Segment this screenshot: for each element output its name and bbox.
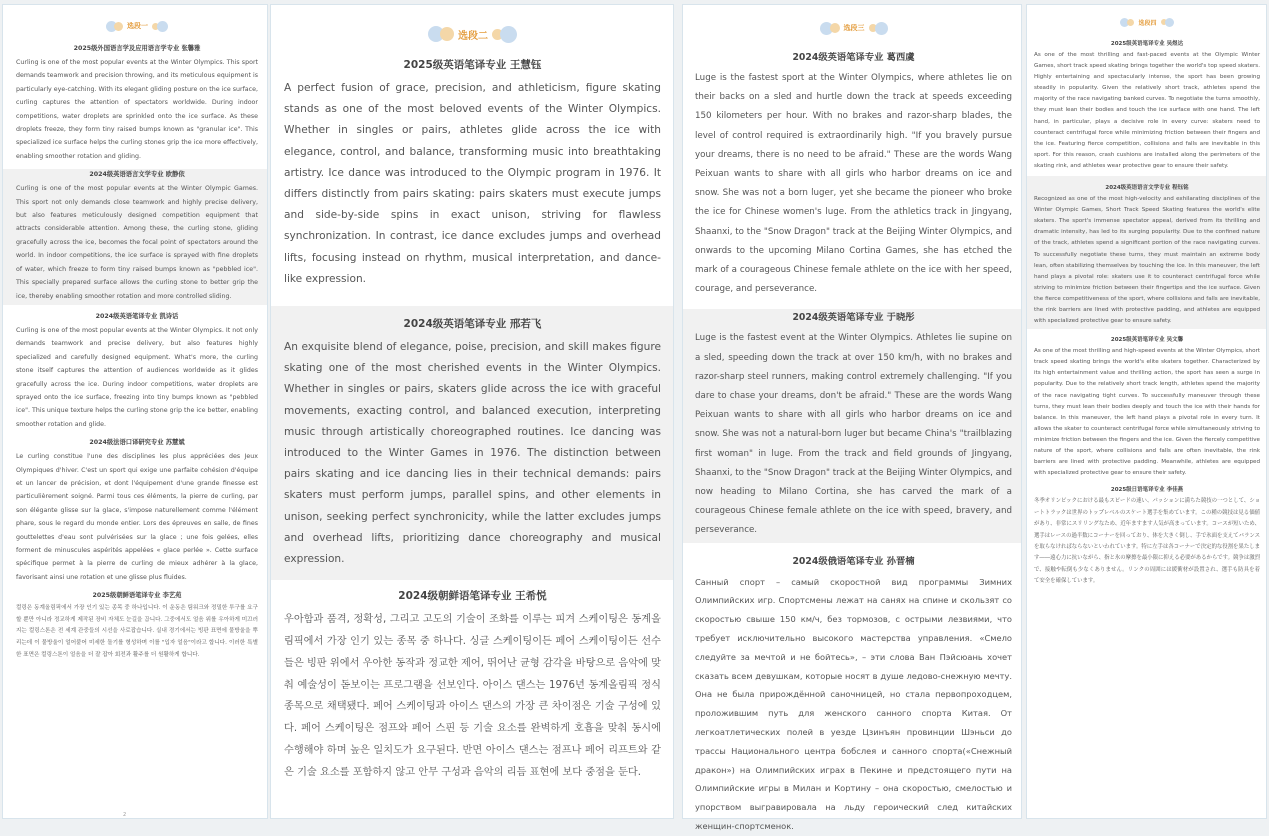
translation-panel-1: [2, 4, 268, 819]
decor-circle-icon: [875, 22, 888, 35]
translation-text: A perfect fusion of grace, precision, and athleticism, figure skating stands as one of the most beloved events of the Winter Olympics. Whether in singles or pairs, athletes glide across the ice with elegance, control, and balance, transforming music into breathtaking artistry. Ice dance was introduced to the Olympic program in 1976. It differs distinctly from pairs skating: pairs skaters must execute jumps and side-by-side spins in exact unison, striving for flawless synchronization. In contrast, ice dance excludes jumps and overhead lifts, focusing instead on rhythm, musical interpretation, and dance-like expression.: [284, 82, 661, 285]
translation-entry: [695, 49, 1012, 299]
translation-text: As one of the most thrilling and fast-paced events at the Olympic Winter Games, short track speed skating brings together the world's top speed skaters. Highly entertaining and spectacularly intense, the sport has been growing steadily in popularity. Given the relatively short track, athletes spend the majority of the race navigating banked curves. To negotiate the turns smoothly, they must lean their bodies and touch the ice surface with one hand. The left hand, in particular, plays a decisive role in every curve: skaters need to counteract centrifugal force while minimizing friction between their fingers and the ice. Featuring fierce competition, collisions and falls are inevitable in this sport. For this reason, crash cushions are installed along the perimeters of the skating rink, and athletes wear protective gear to ensure their safety.: [1034, 52, 1260, 169]
translator-heading: 2024级英语笔译专业 凯诗话: [95, 312, 179, 320]
translation-entry: [271, 306, 673, 580]
panel-label: 选段一: [127, 22, 148, 30]
translation-text: As one of the most thrilling and high-speed events at the Winter Olympics, short track speed skating brings the world's elite skaters together. Characterized by its high entertainment value and thrilling action, the sport has seen a surge in popularity. Due to the relatively short track length, athletes spend the majority of the race navigating tight curves. To successfully maneuver through these turns, they must lean their bodies deeply and touch the ice with their hands for balance. In this maneuver, the left hand plays a pivotal role in every turn. It allows the skater to counteract centrifugal force while simultaneously striving to minimize friction between the fingers and the ice. Given the fiercely competitive nature of the sport, where collisions and falls are often inevitable, the rink barriers are lined with protective padding. Meanwhile, athletes are equipped with specialized protective gear to ensure their safety.: [1034, 348, 1260, 477]
translation-entry: [1034, 335, 1260, 479]
translator-heading: 2025级英语笔译专业 吴煜达: [1110, 41, 1184, 47]
panel-header: [16, 15, 258, 37]
translation-text: Luge is the fastest sport at the Winter Olympics, where athletes lie on their backs on a sled and hurtle down the track at speeds exceeding 150 kilometers per hour. With no brakes and razor-sharp blades, the level of control required is extraordinarily high. "If you bravely pursue your dreams, there is no need to be afraid." These are the words Wang Peixuan wants to share with all girls who harbor dreams on ice and snow. She was not a born luger, yet she became the pioneer who broke the ice for Chinese women's luge. From the athletics track in Jingyang, Shaanxi, to the "Snow Dragon" track at the Beijing Winter Olympics, and onwards to the upcoming Milano Cortina Games, she has etched the mark of a courageous Chinese female athlete on the ice with her speed, courage, and perseverance.: [695, 73, 1012, 295]
translation-entry: [284, 57, 661, 290]
translation-entry: [683, 309, 1021, 542]
panel-label: 选段二: [458, 30, 488, 42]
translation-entry: [16, 311, 258, 431]
translation-text: Санный спорт – самый скоростной вид программы Зимних Олимпийских игр. Спортсмены лежат на санях на спине и скользят со скоростью свыше 150 км/ч, без тормозов, с острыми лезвиями, что требует исключительно высокого мастерства управления. «Смело следуйте за мечтой и не бойтесь», – эти слова Ван Пэйсюань хочет сказать всем девушкам, которые носят в душе ледово-снежную мечту. Она не была прирождённой саночницей, но стала первопроходцем, проложившим путь для женского санного спорта Китая. От легкоатлетических полей в уезде Цзинъян провинции Шэньси до трассы Национального центра бобслея и санного спорта(«Снежный дракон») на Олимпийских играх в Пекине и предстоящего пути на Олимпийские игры в Милан и Кортину – она скоростью, смелостью и упорством выгравировала на льду героический след китайских женщин-спортсменок.: [695, 576, 1012, 832]
translation-entry: [16, 43, 258, 163]
panel-label: 选段四: [1138, 19, 1157, 27]
decor-circle-icon: [157, 21, 168, 32]
translator-heading: 2024级英语语言文学专业 欧静依: [89, 171, 185, 179]
translator-heading: 2024级英语笔译专业 葛西虞: [792, 52, 915, 63]
translation-text: 冬季オリンピックにおける最もスピードの速い、パッションに満ちた競技の一つとして、ショートトラックは世界のトップレベルのスケート選手を集めています。この種の競技は見る価値があり、非常にスリリングなため、近年ますます人気が高まっています。コースが短いため、選手はレースの過半数にコーナーを回っており、体を大きく倒し、手で氷面を支えてバランスを取らなければならないといわれています。特に左手は各コーナーで決定的な役割を果たします――遠心力に抗いながら、指と氷の摩擦を最小限に抑える必要があるからです。競争は激烈で、接触や転倒も少なくありません。リンクの周囲には緩衝材が設置され、選手も防具を着て安全を確保しています。: [1034, 498, 1260, 585]
translation-entry: [284, 588, 661, 783]
panel-header: [695, 17, 1012, 39]
translation-panel-3: [682, 4, 1022, 832]
translator-heading: 2025级外国语言学及应用语言学专业 张馨雅: [73, 45, 201, 52]
panel-header: [284, 19, 661, 49]
decor-circle-icon: [440, 27, 454, 41]
translation-text: 우아함과 품격, 정확성, 그리고 고도의 기술이 조화를 이루는 피겨 스케이팅은 동계올림픽에서 가장 인기 있는 종목 중 하나다. 싱글 스케이팅이든 페어 스케이팅이든 선수들은 빙판 위에서 우아한 동작과 정교한 제어, 뛰어난 균형 감각을 바탕으로 음악에 맞춰 예술성이 돋보이는 프로그램을 선보인다. 아이스 댄스는 1976년 동계올림픽 정식 종목으로 채택됐다. 페어 스케이팅과 아이스 댄스의 가장 큰 차이점은 기술 구성에 있다. 페어 스케이팅은 점프와 페어 스핀 등 기술 요소를 완벽하게 호흡을 맞춰 동시에 수행해야 하며 높은 일치도가 요구된다. 반면 아이스 댄스는 점프나 페어 리프트와 같은 기술 요소를 포함하지 않고 안무 구성과 음악의 리듬 표현에 보다 중점을 둔다.: [284, 614, 661, 778]
translation-entry: [16, 590, 258, 661]
panel-label: 选段三: [843, 24, 865, 32]
translation-entry: [695, 553, 1012, 836]
decor-circle-icon: [1165, 18, 1174, 27]
translation-entry: [3, 169, 267, 305]
translator-heading: 2025级日语笔译专业 李佳燕: [1110, 487, 1184, 494]
decor-circle-icon: [1127, 19, 1134, 26]
page-number: 2: [123, 812, 127, 818]
translation-panel-2: [270, 4, 674, 819]
translation-panel-4: [1026, 4, 1267, 819]
translation-entry: [1034, 485, 1260, 587]
translator-heading: 2025级朝鲜语笔译专业 李艺苑: [92, 592, 182, 600]
translation-text: Luge is the fastest event at the Winter Olympics. Athletes lie supine on a sled, speeding down the track at over 150 km/h, with no brakes and razor-sharp steel runners, making control extremely challenging. "If you dare to chase your dreams, don't be afraid." These are the words Wang Peixuan wants to share with all girls who harbor dreams on ice and snow. She was not a natural-born luger but became China's "trailblazing first woman" in luge. From the track and field grounds of Jingyang, Shaanxi, to the "Snow Dragon" track at the Beijing Winter Olympics, and now heading to Milano Cortina, she has carved the mark of a courageous Chinese female athlete on the ice with speed, bravery, and perseverance.: [695, 333, 1012, 536]
translation-entry: [16, 437, 258, 584]
translator-heading: 2024级朝鲜语笔译专业 王希悦: [398, 590, 547, 603]
translator-heading: 2024级英语笔译专业 邢若飞: [403, 318, 542, 331]
translation-text: Curling is one of the most popular events at the Winter Olympics. This sport demands teamwork and precision throwing, and its meticulous equipment is particularly eye-catching. With its elegant gliding posture on the ice surface, curling captures the attention of spectators worldwide. During indoor competitions, water droplets are sprinkled onto the ice surface. As these droplets freeze, they form tiny raised bumps known as "granular ice". This specialized ice surface helps the curling stones grip the ice more effectively, enabling smoother rotation and gliding.: [16, 59, 258, 160]
translator-heading: 2024级英语语言文学专业 程钰铭: [1105, 185, 1189, 192]
panel-header: [1034, 11, 1260, 33]
translator-heading: 2024级俄语笔译专业 孙晋楠: [792, 555, 915, 567]
decor-circle-icon: [830, 23, 840, 33]
translation-text: Le curling constitue l'une des disciplines les plus appréciées des Jeux Olympiques d'hiver. C'est un sport qui exige une parfaite cohésion d'équipe et un lancer de précision, et dont l'équipement d'une grande finesse est particulièrement soigné. Parmi tous ces éléments, la pierre de curling, par son élégante glisse sur la glace, s'impose naturellement comme l'élément phare, sous le regard du monde entier. Lors des épreuves en salle, de fines gouttelettes d'eau sont pulvérisées sur la glace ; une fois gelées, elles forment de minuscules aspérités appelées « glace perlée ». Cette surface spécifique permet à la pierre de curling de mieux adhérer à la glace, favorisant ainsi une rotation et une glisse plus fluides.: [16, 453, 258, 581]
translator-heading: 2025级英语笔译专业 王慧钰: [403, 59, 542, 71]
decor-circle-icon: [114, 22, 123, 31]
translation-text: Curling is one of the most popular events at the Winter Olympics. It not only demands teamwork and precise delivery, but also features highly specialized and carefully designed equipment. What's more, the curling stone itself captures the attention of audiences worldwide as it glides gracefully across the ice. During indoor competitions, water droplets are sprayed onto the ice surface, freezing into tiny bumps known as "pebbled ice". This unique texture helps the curling stone grip the ice better, enabling smoother rotation and glide.: [16, 326, 258, 428]
decor-circle-icon: [500, 26, 517, 43]
translation-text: 컬링은 동계올림픽에서 가장 인기 있는 종목 중 하나입니다. 이 운동은 팀워크와 정밀한 투구를 요구할 뿐만 아니라 정교하게 제작된 장비 자체도 눈길을 끕니다. 그중에서도 얼음 위를 우아하게 미끄러지는 컬링스톤은 전 세계 관중들의 시선을 사로잡습니다. 실내 경기에서는 빙판 표면에 물방울을 뿌리는데 이 물방울이 얼어붙어 미세한 돌기를 형성하며 이를 "입자 얼음"이라고 합니다. 이러한 특별한 표면은 컬링스톤이 얼음을 더 잘 잡아 회전과 활주를 더 원활하게 합니다.: [16, 605, 258, 658]
translation-text: An exquisite blend of elegance, poise, precision, and skill makes figure skating one of the most cherished events in the Winter Olympics. Whether in singles or pairs, skaters glide across the ice with graceful movements, exacting control, and balanced execution, interpreting music through artistically choreographed routines. Ice dancing was introduced to the Winter Games in 1976. The distinction between pairs skating and ice dancing lies in their technical demands: pairs skaters must perform jumps, parallel spins, and other elements in unison, seeking perfect synchronicity, while the latter excludes jumps and overhead lifts, prioritizing dance choreography and musical expression.: [284, 341, 661, 566]
translator-heading: 2024级英语笔译专业 于晓彤: [792, 312, 915, 324]
translation-entry: [1034, 39, 1260, 172]
translator-heading: 2024级法语口译研究专业 苏慧斌: [89, 439, 185, 447]
translation-text: Curling is one of the most popular events at the Winter Olympic Games. This sport not only demands close teamwork and highly precise delivery, but also features meticulously designed competition equipment that attracts considerable attention. Among these, the curling stone, gliding gracefully across the ice, becomes the focal point of spectators around the world. In indoor competitions, the ice surface is sprayed with fine droplets of water, which freeze to form tiny raised bumps known as "pebbled ice". This specially prepared surface allows the curling stone to better grip the ice, thereby enabling smoother rotation and more controlled sliding.: [16, 185, 258, 300]
translation-entry: [1027, 176, 1266, 329]
translation-text: Recognized as one of the most high-velocity and exhilarating disciplines of the Winter Olympic Games, Short Track Speed Skating features the world's elite skaters. The sport's immense spectator appeal, derived from its thrilling and dramatic intensity, has led to its surging popularity. Due to the confined nature of the track, athletes spend a significant portion of the race navigating curves. To successfully negotiate these turns, they must maintain an extreme body lean, often stabilizing themselves by touching the ice. In this maneuver, the left hand plays a pivotal role: skaters use it to counteract centrifugal force while striving to minimize friction between their fingertips and the ice surface. Given the fierce competitiveness of the sport, where collisions and falls are inevitable, the rink barriers are lined with protective padding, and athletes are equipped with specialized protective gear to ensure safety.: [1034, 196, 1260, 325]
translator-heading: 2025级英语笔译专业 吴文馨: [1110, 337, 1184, 344]
